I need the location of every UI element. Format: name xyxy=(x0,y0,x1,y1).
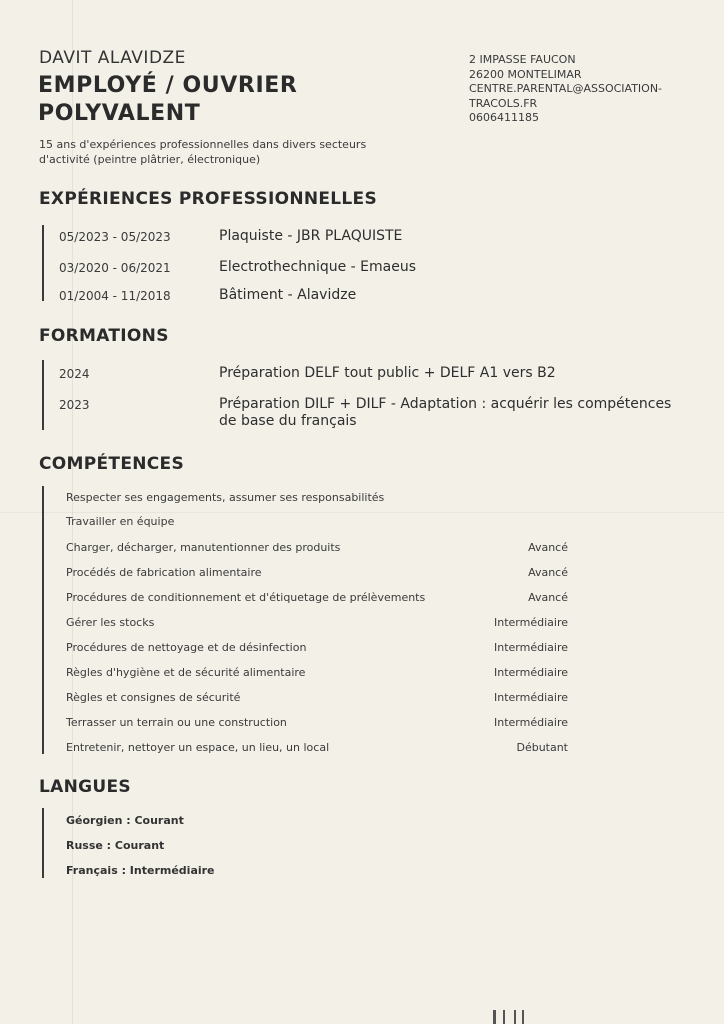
section-title-experience: EXPÉRIENCES PROFESSIONNELLES xyxy=(39,189,378,209)
skill-name: Entretenir, nettoyer un espace, un lieu, un local xyxy=(66,741,330,754)
education-year: 2024 xyxy=(59,367,90,381)
skill-level: Intermédiaire xyxy=(494,666,568,679)
contact-block xyxy=(469,53,689,126)
skill-name: Procédés de fabrication alimentaire xyxy=(66,566,262,579)
skill-name: Règles d'hygiène et de sécurité alimentaire xyxy=(66,666,306,679)
section-title-education: FORMATIONS xyxy=(39,326,169,346)
phone-number: 0606411185 xyxy=(469,111,539,124)
section-divider xyxy=(42,486,44,754)
job-title-line: EMPLOYÉ / OUVRIER xyxy=(38,73,298,98)
language-item: Géorgien : Courant xyxy=(66,814,184,827)
skill-level: Intermédiaire xyxy=(494,641,568,654)
skill-name: Procédures de nettoyage et de désinfection xyxy=(66,641,307,654)
email-line: TRACOLS.FR xyxy=(469,96,538,110)
section-divider xyxy=(42,225,44,301)
skill-level: Débutant xyxy=(516,741,568,754)
experience-description: Plaquiste - JBR PLAQUISTE xyxy=(219,228,403,244)
email-line: CENTRE.PARENTAL@ASSOCIATION- xyxy=(469,82,663,95)
experience-dates: 05/2023 - 05/2023 xyxy=(59,230,171,244)
binder-mark xyxy=(514,1010,516,1024)
language-item: Russe : Courant xyxy=(66,839,165,852)
skill-name: Terrasser un terrain ou une construction xyxy=(66,716,287,729)
experience-dates: 03/2020 - 06/2021 xyxy=(59,261,171,275)
experience-dates: 01/2004 - 11/2018 xyxy=(59,289,171,303)
education-year: 2023 xyxy=(59,398,90,412)
skill-name: Travailler en équipe xyxy=(66,515,175,528)
paper-fold-line xyxy=(0,512,724,513)
job-title-line: POLYVALENT xyxy=(38,101,201,126)
experience-description: Bâtiment - Alavidze xyxy=(219,287,357,303)
skill-level: Intermédiaire xyxy=(494,716,568,729)
skill-level: Intermédiaire xyxy=(494,691,568,704)
education-description: Préparation DELF tout public + DELF A1 vers B2 xyxy=(219,365,556,381)
address-line: 2 IMPASSE FAUCON xyxy=(469,53,576,66)
language-item: Français : Intermédiaire xyxy=(66,864,215,877)
address-line: 26200 MONTELIMAR xyxy=(469,67,582,81)
section-title-languages: LANGUES xyxy=(39,777,131,797)
section-divider xyxy=(42,360,44,430)
skill-level: Avancé xyxy=(528,591,568,604)
experience-description: Electrothechnique - Emaeus xyxy=(219,259,417,275)
skill-level: Avancé xyxy=(528,541,568,554)
binder-mark xyxy=(522,1010,524,1024)
profile-summary: 15 ans d'expériences professionnelles dans divers secteurs d'activité (peintre plâtrier, électronique) xyxy=(39,138,367,166)
skill-name: Gérer les stocks xyxy=(66,616,155,629)
skill-level: Intermédiaire xyxy=(494,616,568,629)
candidate-name: DAVIT ALAVIDZE xyxy=(39,48,186,68)
binder-mark xyxy=(493,1010,496,1024)
job-title xyxy=(38,72,338,128)
section-divider xyxy=(42,808,44,878)
skill-name: Règles et consignes de sécurité xyxy=(66,691,241,704)
section-title-skills: COMPÉTENCES xyxy=(39,454,184,474)
skill-level: Avancé xyxy=(528,566,568,579)
skill-name: Procédures de conditionnement et d'étiquetage de prélèvements xyxy=(66,591,426,604)
skill-name: Charger, décharger, manutentionner des produits xyxy=(66,541,341,554)
education-description: Préparation DILF + DILF - Adaptation : acquérir les compétences de base du français xyxy=(219,396,672,429)
binder-mark xyxy=(503,1010,505,1024)
skill-name: Respecter ses engagements, assumer ses responsabilités xyxy=(66,491,385,504)
